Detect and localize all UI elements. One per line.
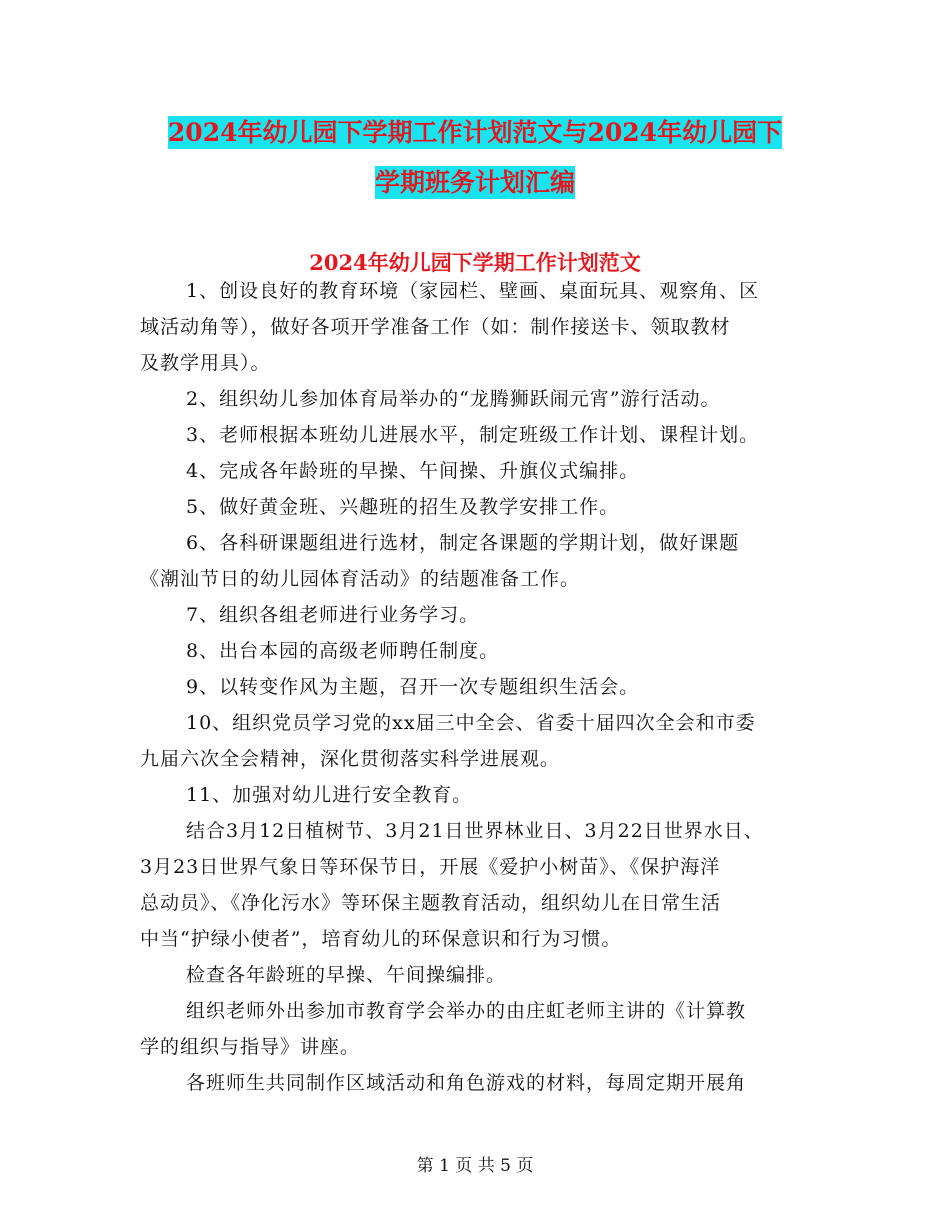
page-footer: 第 1 页 共 5 页	[416, 1156, 534, 1176]
paragraph-line: 中当“护绿小使者”，培育幼儿的环保意识和行为习惯。	[140, 928, 622, 950]
paragraph-line: 学的组织与指导》讲座。	[140, 1036, 361, 1058]
paragraph-line: 5、做好黄金班、兴趣班的招生及教学安排工作。	[186, 496, 620, 518]
paragraph-line: 结合3月12日植树节、3月21日世界林业日、3月22日世界水日、	[186, 820, 764, 842]
paragraph-line: 1、创设良好的教育环境（家园栏、壁画、桌面玩具、观察角、区	[186, 280, 760, 302]
paragraph	[140, 597, 820, 633]
section-title: 2024年幼儿园下学期工作计划范文	[309, 250, 641, 275]
paragraph-line: 《潮汕节日的幼儿园体育活动》的结题准备工作。	[140, 568, 581, 590]
paragraph-line: 检查各年龄班的早操、午间操编排。	[186, 964, 507, 986]
paragraph-line: 7、组织各组老师进行业务学习。	[186, 604, 480, 626]
paragraph	[140, 489, 820, 525]
paragraph	[140, 777, 820, 813]
paragraph-line: 域活动角等），做好各项开学准备工作（如：制作接送卡、领取教材	[140, 316, 731, 338]
paragraph	[140, 417, 820, 453]
paragraph-line: 3月23日世界气象日等环保节日，开展《爱护小树苗》、《保护海洋	[140, 856, 721, 878]
paragraph	[140, 273, 820, 381]
paragraph	[140, 957, 820, 993]
paragraph-line: 4、完成各年龄班的早操、午间操、升旗仪式编排。	[186, 460, 640, 482]
document-title-line-1: 2024年幼儿园下学期工作计划范文与2024年幼儿园下	[167, 118, 783, 147]
document-body	[140, 273, 820, 1101]
paragraph-line: 组织老师外出参加市教育学会举办的由庄虹老师主讲的《计算教	[186, 1000, 747, 1022]
paragraph	[140, 993, 820, 1065]
paragraph-line: 总动员》、《净化污水》等环保主题教育活动，组织幼儿在日常生活	[140, 892, 722, 914]
paragraph-line: 11、加强对幼儿进行安全教育。	[186, 784, 473, 806]
paragraph-line: 6、各科研课题组进行选材，制定各课题的学期计划，做好课题	[186, 532, 740, 554]
paragraph	[140, 633, 820, 669]
paragraph-line: 各班师生共同制作区域活动和角色游戏的材料，每周定期开展角	[186, 1072, 747, 1094]
paragraph-line: 3、老师根据本班幼儿进展水平，制定班级工作计划、课程计划。	[186, 424, 760, 446]
paragraph	[140, 453, 820, 489]
paragraph-line: 9、以转变作风为主题，召开一次专题组织生活会。	[186, 676, 640, 698]
paragraph	[140, 705, 820, 777]
paragraph-line: 及教学用具）。	[140, 352, 271, 374]
paragraph	[140, 525, 820, 597]
document-title-line-2: 学期班务计划汇编	[374, 168, 575, 197]
paragraph	[140, 813, 820, 957]
paragraph-line: 8、出台本园的高级老师聘任制度。	[186, 640, 500, 662]
document-title	[0, 108, 950, 208]
paragraph	[140, 381, 820, 417]
paragraph-line: 九届六次全会精神，深化贯彻落实科学进展观。	[140, 748, 561, 770]
paragraph	[140, 669, 820, 705]
paragraph	[140, 1065, 820, 1101]
paragraph-line: 10、组织党员学习党的xx届三中全会、省委十届四次全会和市委	[186, 712, 756, 734]
paragraph-line: 2、组织幼儿参加体育局举办的“龙腾狮跃闹元宵”游行活动。	[186, 388, 721, 410]
